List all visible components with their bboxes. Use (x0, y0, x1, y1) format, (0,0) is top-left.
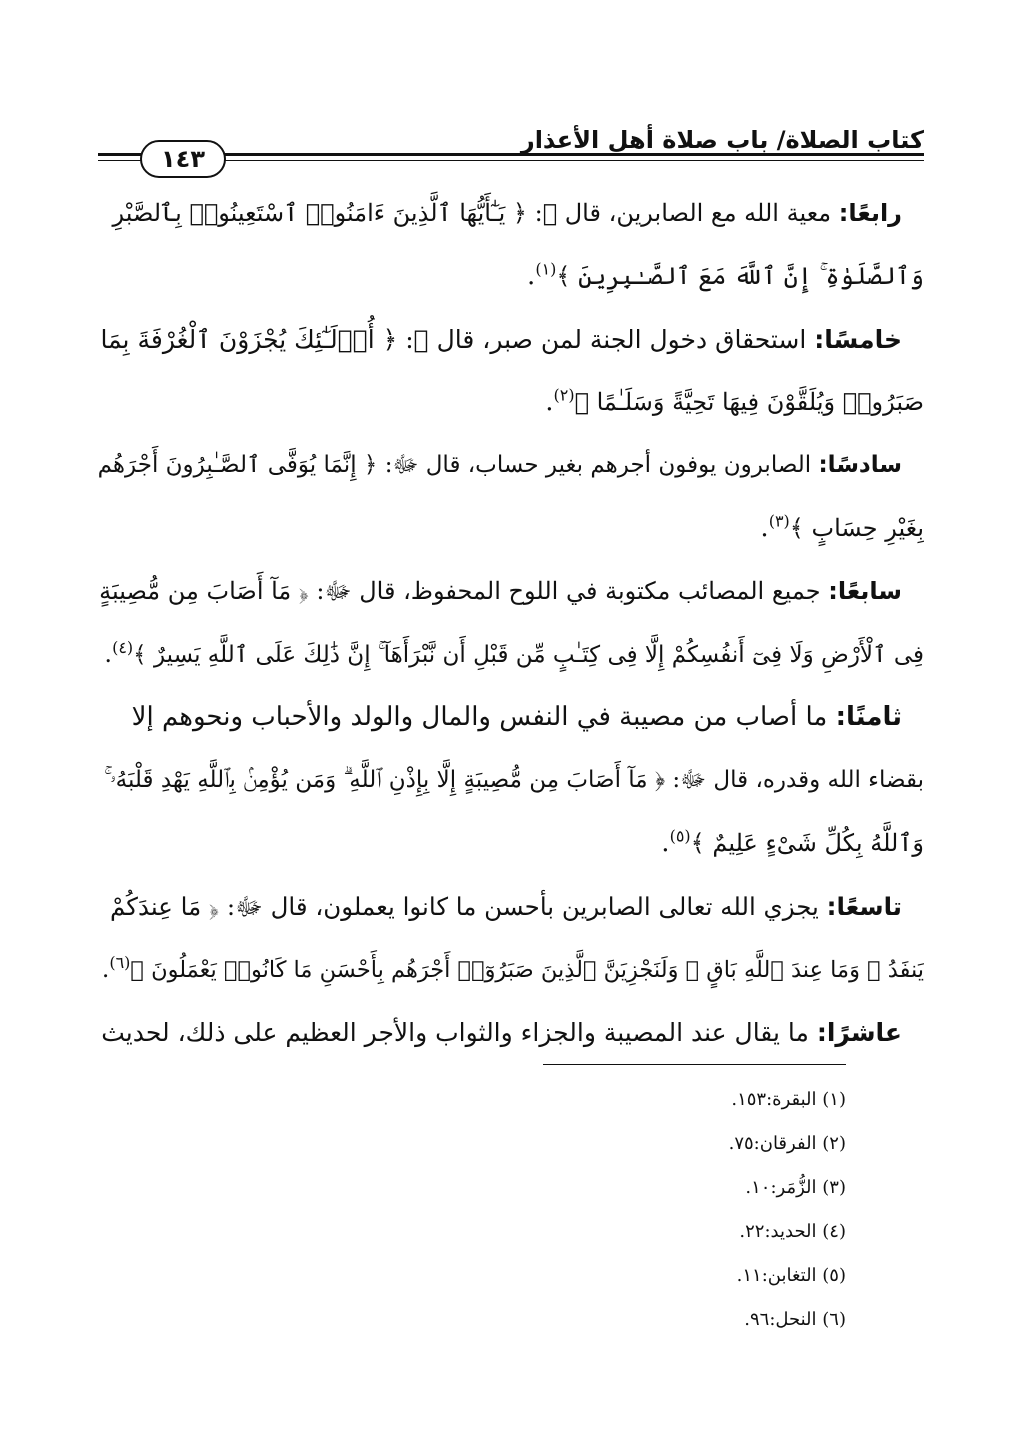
line-tail: . (760, 513, 769, 543)
line-tail: . (101, 955, 110, 983)
line-text: يَنفَدُ ۖ وَمَا عِندَ ٱللَّهِ بَاقٍ ۗ وَلَنَجْزِيَنَّ ٱلَّذِينَ صَبَرُوٓا۟ أَجْرَهُم بِأَحْسَنِ مَا كَانُوا۟ يَعْمَلُونَ ﴾ (130, 957, 924, 983)
footnote-item: (٢) الفرقان:٧٥. (728, 1133, 846, 1154)
point-label: سابعًا: (828, 577, 902, 605)
text-line (98, 875, 924, 938)
footnotes (446, 1078, 846, 1342)
line-text: جميع المصائب مكتوبة في اللوح المحفوظ، قال ﷻ: ﴿ مَآ أَصَابَ مِن مُّصِيبَةٍ (99, 577, 829, 605)
line-text: ما أصاب من مصيبة في النفس والمال والولد والأحباب ونحوهم إلا (131, 702, 836, 732)
line-text: وَٱلصَّلَوٰةِ ۚ إِنَّ ٱللَّهَ مَعَ ٱلصَّـٰبِرِينَ ﴾ (556, 262, 924, 290)
point-label: ثامنًا: (835, 702, 902, 732)
line-text: ما يقال عند المصيبة والجزاء والثواب والأجر العظيم على ذلك، لحديث (101, 1018, 817, 1047)
page-number: ١٤٣ (140, 140, 226, 178)
point-label: سادسًا: (818, 452, 902, 478)
text-line (98, 812, 924, 875)
footnote-ref: (٥) (669, 826, 691, 846)
line-text: يجزي الله تعالى الصابرين بأحسن ما كانوا يعملون، قال ﷻ: ﴿ مَا عِندَكُمْ (110, 892, 827, 921)
footnote-ref: (١) (535, 259, 557, 279)
footnote-item: (١) البقرة:١٥٣. (731, 1089, 846, 1110)
text-line (98, 938, 924, 1001)
text-line (98, 308, 924, 371)
footnote-item: (٤) الحديد:٢٢. (739, 1221, 846, 1242)
line-text: بِغَيْرِ حِسَابٍ ﴾ (789, 514, 924, 542)
line-text: بقضاء الله وقدره، قال ﷻ: ﴿ مَآ أَصَابَ مِن مُّصِيبَةٍ إِلَّا بِإِذْنِ ٱللَّهِ ۗ وَمَن يُؤْمِنۢ بِٱللَّهِ يَهْدِ قَلْبَهُۥ ۚ (104, 767, 924, 793)
line-text: وَٱللَّهُ بِكُلِّ شَىْءٍ عَلِيمٌ ﴾ (690, 829, 924, 857)
footnote-ref: (٤) (112, 638, 134, 657)
paragraph-fifth (98, 308, 924, 434)
main-text (98, 182, 924, 1064)
footnote-separator (543, 1064, 846, 1065)
text-line (98, 245, 924, 308)
text-line (98, 749, 924, 812)
line-tail: . (104, 640, 113, 668)
footnote-item: (٣) الزُّمَر:١٠. (745, 1177, 846, 1198)
point-label: خامسًا: (814, 325, 902, 354)
line-tail: . (527, 261, 536, 291)
text-line (98, 686, 924, 749)
text-line (98, 182, 924, 245)
text-line (98, 560, 924, 623)
text-line (98, 434, 924, 497)
paragraph-eighth (98, 686, 924, 875)
footnote-item: (٥) التغابن:١١. (736, 1265, 846, 1286)
point-label: تاسعًا: (826, 892, 902, 921)
point-label: رابعًا: (838, 199, 902, 227)
paragraph-sixth (98, 434, 924, 560)
point-label: عاشرًا: (816, 1018, 902, 1047)
line-text: استحقاق دخول الجنة لمن صبر، قال ﷻ: ﴿ أُو۟لَـٰٓئِكَ يُجْزَوْنَ ٱلْغُرْفَةَ بِمَا (100, 325, 815, 354)
text-line (98, 623, 924, 686)
line-text: معية الله مع الصابرين، قال ﷻ: ﴿ يَـٰٓأَيُّهَا ٱلَّذِينَ ءَامَنُوا۟ ٱسْتَعِينُوا۟ بِٱلصَّبْرِ (112, 199, 839, 227)
text-line (98, 1001, 924, 1064)
paragraph-ninth (98, 875, 924, 1001)
footnote-item: (٦) النحل:٩٦. (744, 1309, 846, 1330)
running-header (98, 122, 924, 180)
paragraph-fourth (98, 182, 924, 308)
footnote-ref: (٢) (553, 385, 575, 405)
footnote-ref: (٦) (109, 953, 131, 973)
line-tail: . (661, 828, 670, 858)
chapter-title: كتاب الصلاة/ باب صلاة أهل الأعذار (520, 126, 924, 154)
line-text: الصابرون يوفون أجرهم بغير حساب، قال ﷻ: ﴿ إِنَّمَا يُوَفَّى ٱلصَّـٰبِرُونَ أَجْرَهُم (98, 452, 819, 478)
paragraph-tenth (98, 1001, 924, 1064)
text-line (98, 371, 924, 434)
line-text: فِى ٱلْأَرْضِ وَلَا فِىٓ أَنفُسِكُمْ إِلَّا فِى كِتَـٰبٍ مِّن قَبْلِ أَن نَّبْرَأَهَآ ۚ إِنَّ ذَٰلِكَ عَلَى ٱللَّهِ يَسِيرٌ ﴾ (133, 642, 924, 668)
line-tail: . (545, 387, 554, 417)
paragraph-seventh (98, 560, 924, 686)
text-line (98, 497, 924, 560)
footnote-ref: (٣) (768, 511, 790, 531)
line-text: صَبَرُوا۟ وَيُلَقَّوْنَ فِيهَا تَحِيَّةً وَسَلَـٰمًا ﴾ (574, 388, 924, 416)
